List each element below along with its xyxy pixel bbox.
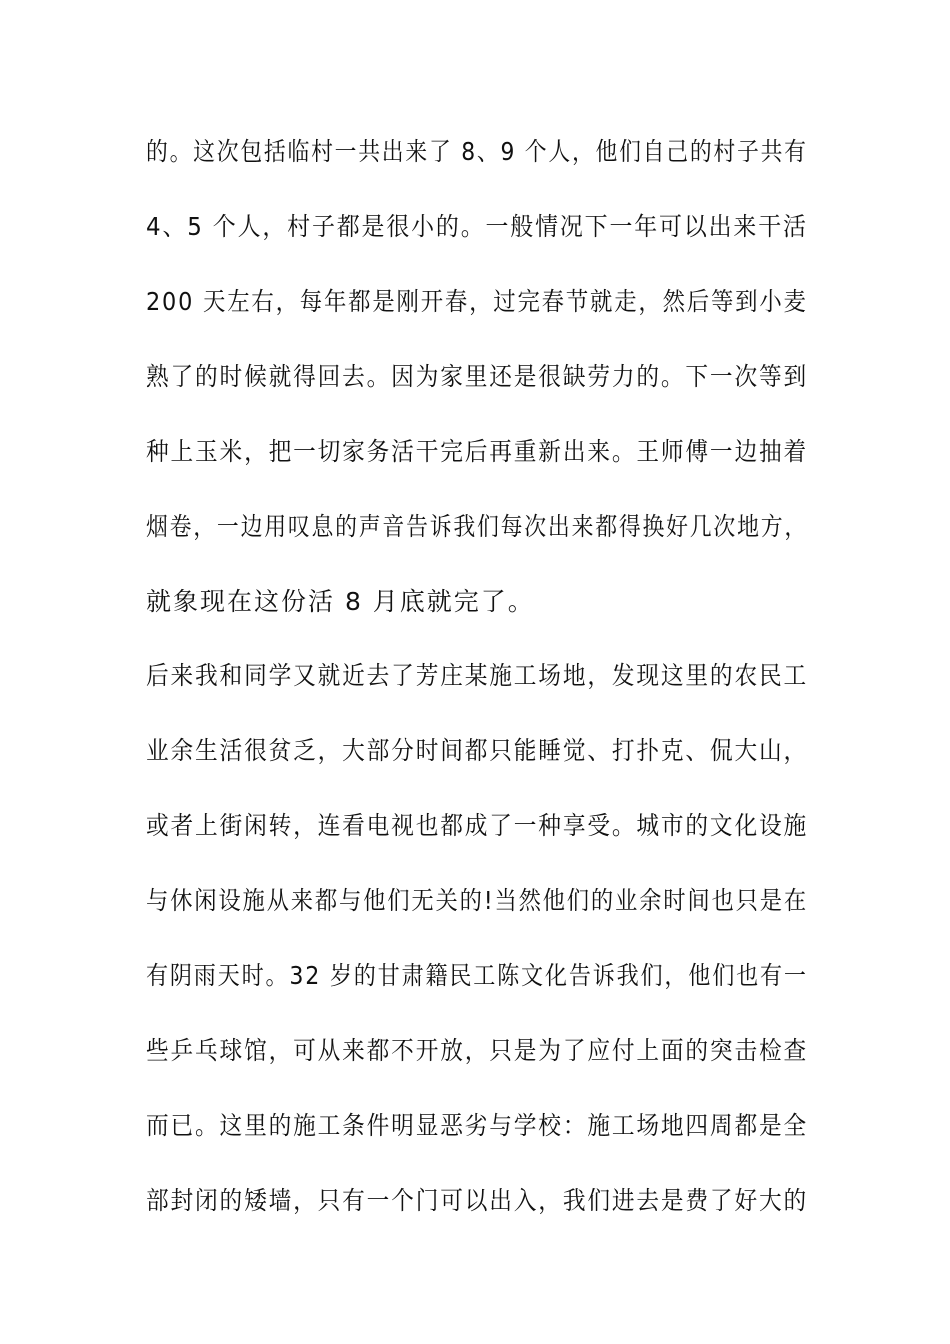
text-line: 与休闲设施从来都与他们无关的!当然他们的业余时间也只是在 [146, 886, 809, 915]
text-line: 熟了的时候就得回去。因为家里还是很缺劳力的。下一次等到 [146, 362, 809, 391]
text-line: 200 天左右，每年都是刚开春，过完春节就走，然后等到小麦 [146, 287, 808, 316]
text-line: 种上玉米，把一切家务活干完后再重新出来。王师傅一边抽着 [146, 437, 809, 466]
text-line: 有阴雨天时。32 岁的甘肃籍民工陈文化告诉我们，他们也有一 [146, 961, 808, 990]
text-line: 部封闭的矮墙，只有一个门可以出入，我们进去是费了好大的 [146, 1186, 809, 1215]
text-line: 就象现在这份活 8 月底就完了。 [146, 587, 535, 616]
text-line: 4、5 个人，村子都是很小的。一般情况下一年可以出来干活 [146, 212, 808, 241]
text-line: 后来我和同学又就近去了芳庄某施工场地，发现这里的农民工 [146, 661, 809, 690]
text-line: 些乒乓球馆，可从来都不开放，只是为了应付上面的突击检查 [146, 1036, 809, 1065]
text-line: 的。这次包括临村一共出来了 8、9 个人，他们自己的村子共有 [146, 137, 808, 166]
text-line: 业余生活很贫乏，大部分时间都只能睡觉、打扑克、侃大山， [146, 736, 809, 765]
text-line: 而已。这里的施工条件明显恶劣与学校：施工场地四周都是全 [146, 1111, 809, 1140]
text-line: 烟卷，一边用叹息的声音告诉我们每次出来都得换好几次地方， [146, 512, 809, 541]
text-line: 或者上街闲转，连看电视也都成了一种享受。城市的文化设施 [146, 811, 809, 840]
